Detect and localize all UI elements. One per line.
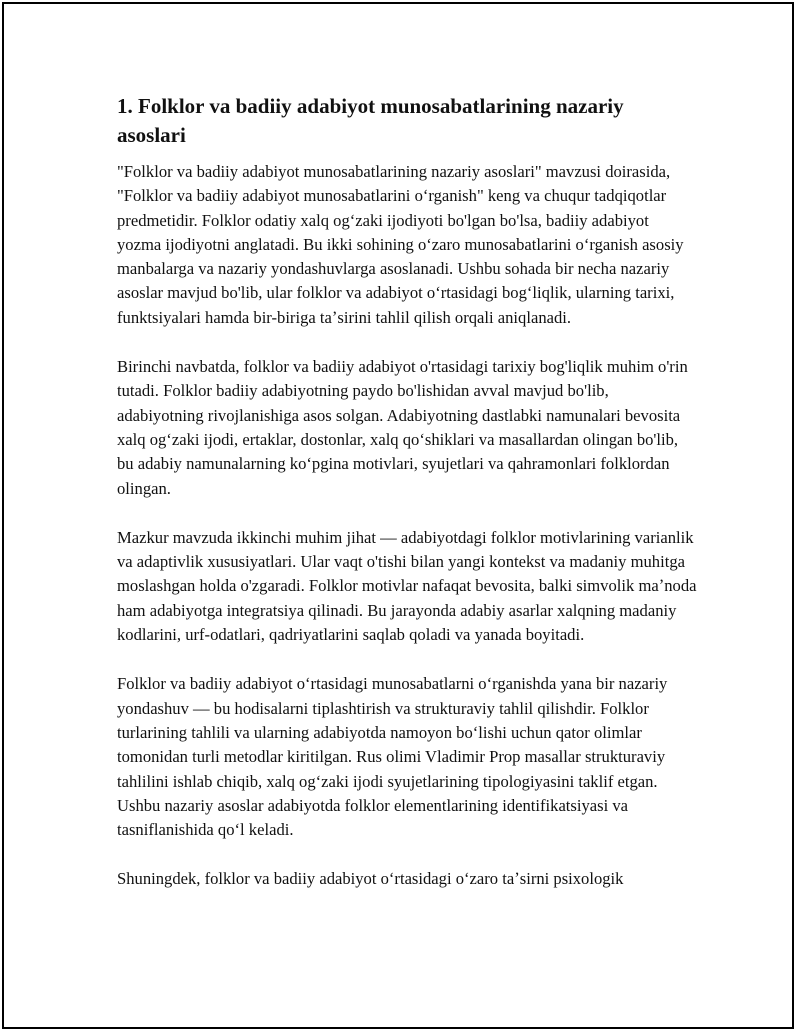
- paragraph-1: "Folklor va badiiy adabiyot munosabatlarining nazariy asoslari" mavzusi doirasida, "Folklor va badiiy adabiyot munosabatlarini oʻrganish" keng va chuqur tadqiqotlar predmetidir. Folklor odatiy xalq ogʻzaki ijodiyoti bo'lgan bo'lsa, badiiy adabiyot yozma ijodiyotni anglatadi. Bu ikki sohining oʻzaro munosabatlarini oʻrganish asosiy manbalarga va nazariy yondashuvlarga asoslanadi. Ushbu sohada bir necha nazariy asoslar mavjud bo'lib, ular folklor va adabiyot oʻrtasidagi bogʻliqlik, ularning tarixi, funktsiyalari hamda bir-biriga taʼsirini tahlil qilish orqali aniqlanadi.: [117, 162, 684, 327]
- paragraph-3: Mazkur mavzuda ikkinchi muhim jihat — adabiyotdagi folklor motivlarining varianlik va adaptivlik xususiyatlari. Ular vaqt o'tishi bilan yangi kontekst va madaniy muhitga moslashgan holda o'zgaradi. Folklor motivlar nafaqat bevosita, balki simvolik maʼnoda ham adabiyotga integratsiya qilinadi. Bu jarayonda adabiy asarlar xalqning madaniy kodlarini, urf-odatlari, qadriyatlarini saqlab qoladi va yanada boyitadi.: [117, 527, 697, 645]
- paragraph-4: Folklor va badiiy adabiyot oʻrtasidagi munosabatlarni oʻrganishda yana bir nazariy yondashuv — bu hodisalarni tiplashtirish va strukturaviy tahlil qilishdir. Folklor turlarining tahlili va ularning adabiyotda namoyon boʻlishi uchun qator olimlar tomonidan turli metodlar kiritilgan. Rus olimi Vladimir Prop masallar strukturaviy tahlilini ishlab chiqib, xalq ogʻzaki ijodi syujetlarining tipologiyasini taklif etgan. Ushbu nazariy asoslar adabiyotda folklor elementlarining identifikatsiyasi va tasniflanishida qoʻl keladi.: [117, 674, 668, 840]
- section-heading: 1. Folklor va badiiy adabiyot munosabatlarining nazariy asoslari: [117, 94, 624, 147]
- document-body: [117, 92, 697, 892]
- paragraph-5: Shuningdek, folklor va badiiy adabiyot oʻrtasidagi oʻzaro taʼsirni psixologik: [117, 869, 624, 889]
- paragraph-2: Birinchi navbatda, folklor va badiiy adabiyot o'rtasidagi tarixiy bog'liqlik muhim o'rin tutadi. Folklor badiiy adabiyotning paydo bo'lishidan avval mavjud bo'lib, adabiyotning rivojlanishiga asos solgan. Adabiyotning dastlabki namunalari bevosita xalq ogʻzaki ijodi, ertaklar, dostonlar, xalq qoʻshiklari va masallardan olingan bo'lib, bu adabiy namunalarning koʻpgina motivlari, syujetlari va qahramonlari folklordan olingan.: [117, 357, 688, 498]
